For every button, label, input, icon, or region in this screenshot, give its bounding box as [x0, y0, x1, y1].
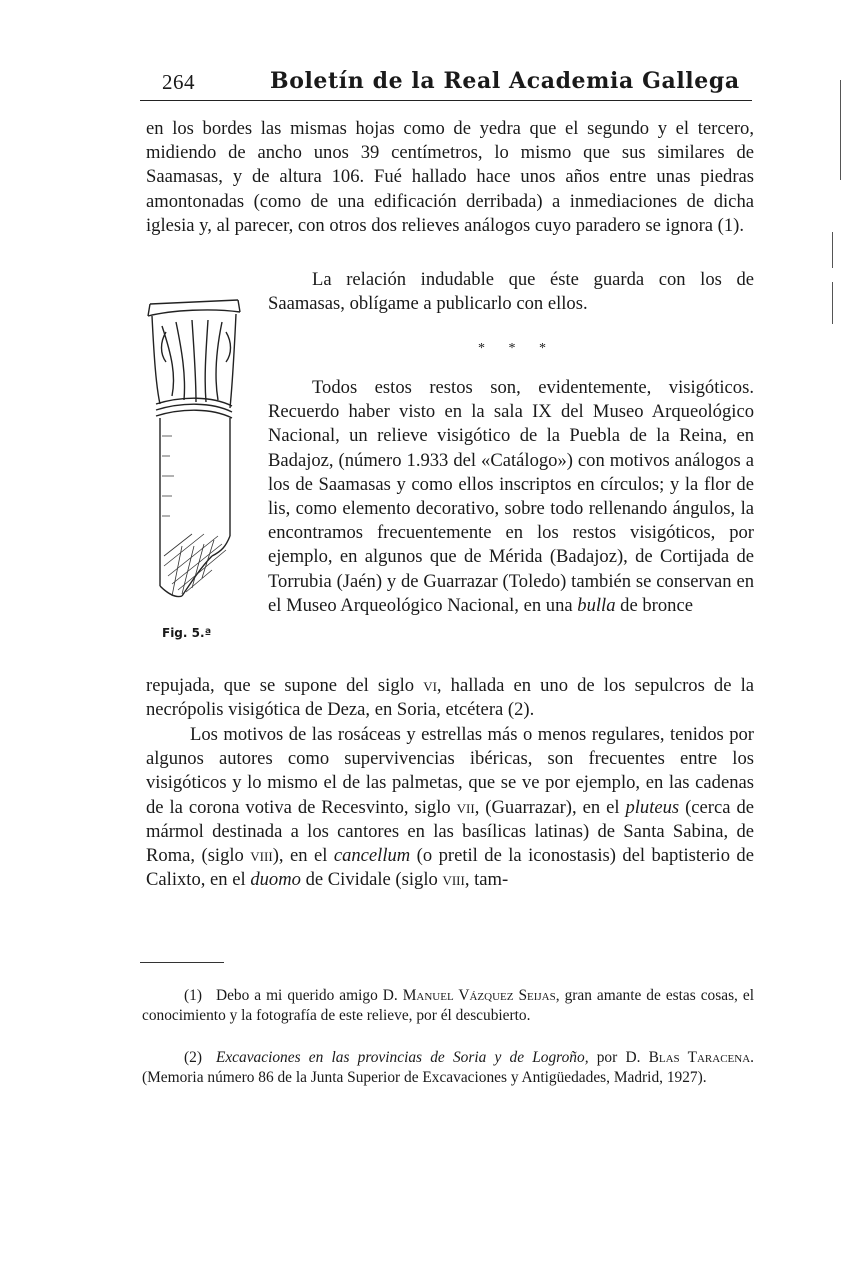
italic-term-duomo: duomo	[250, 869, 301, 891]
paragraph-2: La relación indudable que éste guarda con los de Saamasas, oblígame a publicarlo con ellos.	[268, 269, 754, 315]
paragraph-3-full	[146, 674, 754, 722]
paragraph-3-narrow	[268, 376, 754, 618]
paragraph-4-text-b: , (Guarrazar), en el	[474, 796, 626, 818]
section-break: * * *	[478, 341, 556, 356]
footnote-person-name: Manuel Vázquez Seijas	[402, 987, 556, 1004]
figure-relief-drawing	[142, 296, 248, 616]
footnote-author-name: Blas Taracena	[648, 1049, 751, 1066]
header-rule	[140, 100, 752, 101]
footnote-1	[142, 986, 754, 1027]
paragraph-4-text-f: de Cividale (siglo	[300, 869, 443, 891]
century-numeral: viii	[442, 869, 465, 891]
paragraph-3-continued: repujada, que se supone del siglo	[146, 675, 424, 696]
scan-edge-mark	[840, 80, 841, 180]
figure-caption: Fig. 5.ª	[162, 626, 212, 640]
paragraph-4-text-g: , tam-	[464, 869, 509, 891]
century-numeral: vii	[456, 796, 475, 818]
scan-edge-mark	[832, 282, 833, 324]
running-title: Boletín de la Real Academia Gallega	[270, 68, 740, 94]
footnote-number: (2)	[184, 1049, 202, 1066]
paragraph-4-text-c: (cerca de mármol destinada a los cantores en las basílicas latinas) de Santa Sabina, de Roma, (siglo	[146, 796, 754, 867]
italic-term-bulla: bulla	[577, 594, 616, 616]
scan-edge-mark	[832, 232, 833, 268]
paragraph-1: en los bordes las mismas hojas como de yedra que el segundo y el tercero, midiendo de ancho unos 39 centímetros, lo mismo que sus similares de Saamasas, y de altura 106. Fué hallado hace unos años entre unas piedras amontonadas (como de una edificación derribada) a inmediaciones de dicha iglesia y, al parecer, con otros dos relieves análogos cuyo paradero se ignora (1).	[146, 118, 754, 236]
relief-fragment-illustration	[142, 296, 248, 616]
paragraph-4-text-a: Los motivos de las rosáceas y estrellas más o menos regulares, tenidos por algunos autores como supervivencias ibéricas, son frecuentes entre los visigóticos y lo mismo el de las palmetas, que se ve por ejemplo, en las cadenas de la corona votiva de Recesvinto, siglo	[146, 724, 754, 818]
footnote-text: , gran amante de estas cosas, el conocimiento y la fotografía de este relieve, por él descubierto.	[142, 987, 754, 1025]
century-numeral: vi	[423, 675, 437, 696]
page-number: 264	[162, 70, 195, 94]
italic-term-pluteus: pluteus	[625, 796, 680, 818]
italic-term-cancellum: cancellum	[333, 845, 411, 867]
paragraph-4-text-d: ), en el	[272, 845, 334, 867]
paragraph-3-continued-end: , hallada en uno de los sepulcros de la necrópolis visigótica de Deza, en Soria, etcétera (2).	[146, 675, 755, 721]
footnote-text: . (Memoria número 86 de la Junta Superior de Excavaciones y Antigüedades, Madrid, 1927).	[142, 1049, 755, 1087]
century-numeral: viii	[250, 845, 273, 867]
paragraph-3-text-end: de bronce	[615, 594, 693, 616]
page-header	[140, 66, 752, 100]
footnote-2	[142, 1048, 754, 1089]
footnote-rule	[140, 962, 224, 963]
paragraph-4-text-e: (o pretil de la iconostasis) del baptisterio de Calixto, en el	[146, 845, 754, 891]
footnote-number: (1)	[184, 987, 202, 1004]
footnote-book-title: Excavaciones en las provincias de Soria y de Logroño,	[215, 1049, 589, 1066]
paragraph-4	[146, 723, 754, 892]
paragraph-3-text: Todos estos restos son, evidentemente, visigóticos. Recuerdo haber visto en la sala IX del Museo Arqueológico Nacional, un relieve visigótico de la Puebla de la Reina, en Badajoz, (número 1.933 del «Catálogo») con motivos análogos a los de Saamasas y como ellos inscriptos en círculos; y la flor de lis, como elemento decorativo, sobre todo rellenando ángulos, la encontramos frecuentemente en los restos visigóticos, por ejemplo, en algunos que de Mérida (Badajoz), de Cortijada de Torrubia (Jaén) y de Guarrazar (Toledo) también se conservan en el Museo Arqueológico Nacional, en una	[268, 377, 754, 616]
footnote-text: por D.	[588, 1049, 649, 1066]
footnote-text: Debo a mi querido amigo D.	[215, 987, 403, 1004]
